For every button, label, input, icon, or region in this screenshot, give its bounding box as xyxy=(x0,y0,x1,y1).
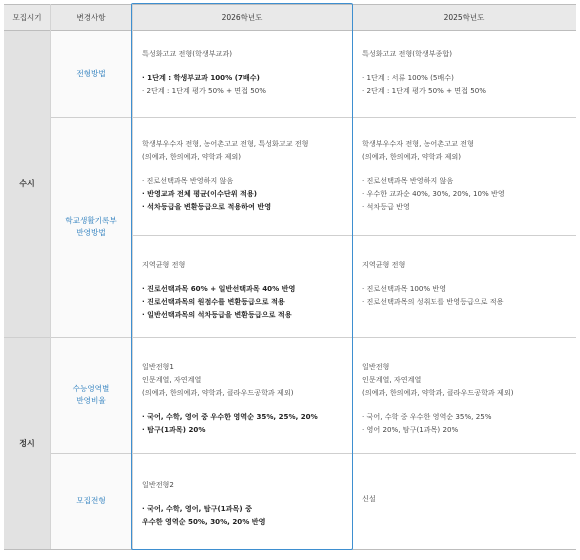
row5-2025-cell-line: 신설 xyxy=(362,494,376,503)
row2-2025-cell-line: · 석차등급 반영 xyxy=(362,202,410,211)
item-admission-method-cell xyxy=(50,30,132,117)
row3-2025-cell-line: · 진로선택과목의 성취도를 반영등급으로 적용 xyxy=(362,297,504,306)
row2-2026-cell-line: · 진로선택과목 반영하지 않음 xyxy=(142,176,234,185)
row4-2025-cell-line: 일반전형 xyxy=(362,362,390,371)
row2-2026-cell xyxy=(132,137,352,213)
period-jeongsi-cell xyxy=(4,337,50,549)
row3-2025-cell-spacer xyxy=(362,271,570,282)
row2-2025-cell-spacer xyxy=(362,163,570,174)
row4-divider xyxy=(50,453,576,454)
row5-2025-cell xyxy=(352,492,576,505)
item-school-record-cell xyxy=(50,117,132,337)
row2-2026-cell-line: 학생부우수자 전형, 농어촌고교 전형, 특성화고교 전형 xyxy=(142,139,309,148)
row4-2026-cell-spacer xyxy=(142,399,346,410)
row2-2026-cell-line: · 석차등급을 변환등급으로 적용하여 반영 xyxy=(142,202,272,211)
row2-2025-cell xyxy=(352,137,576,213)
row4-2026-cell-line: 일반전형1 xyxy=(142,362,174,371)
row4-2025-cell-line: (의예과, 한의예과, 약학과, 클라우드공학과 제외) xyxy=(362,388,514,397)
row4-2026-cell-line: · 탐구(1과목) 20% xyxy=(142,425,206,434)
item-admission-method-label: 전형방법 xyxy=(76,68,106,78)
row4-2026-cell-line: 인문계열, 자연계열 xyxy=(142,375,202,384)
header-2026-label: 2026학년도 xyxy=(221,12,263,22)
row2-2026-cell-spacer xyxy=(142,163,346,174)
row5-2026-cell-line: 일반전형2 xyxy=(142,480,174,489)
row4-2026-cell xyxy=(132,360,352,436)
row4-2025-cell xyxy=(352,360,576,436)
col2-divider xyxy=(132,4,133,549)
row5-2026-cell-line: · 국어, 수학, 영어, 탐구(1과목) 중 xyxy=(142,504,252,513)
row3-2026-cell-line: · 진로선택과목의 원점수를 변환등급으로 적용 xyxy=(142,297,285,306)
header-2026 xyxy=(132,4,352,30)
row1-2025-cell-line: 특성화고교 전형(학생부종합) xyxy=(362,49,453,58)
row2-divider xyxy=(132,235,576,236)
row3-2025-cell-line: · 진로선택과목 100% 반영 xyxy=(362,284,447,293)
item-recruit-track-label: 모집전형 xyxy=(76,496,106,506)
item-recruit-track-cell xyxy=(50,453,132,549)
row1-2026-cell-line: · 1단계 : 학생부교과 100% (7배수) xyxy=(142,73,260,82)
row4-2025-cell-line: · 영어 20%, 탐구(1과목) 20% xyxy=(362,425,459,434)
header-bottom-border xyxy=(4,30,576,31)
header-change xyxy=(50,4,132,30)
table-top-border xyxy=(4,4,576,5)
item-school-record-line1: 학교생활기록부 xyxy=(65,216,117,226)
header-2025-label: 2025학년도 xyxy=(443,12,485,22)
row1-2026-cell-line: 특성화고교 전형(학생부교과) xyxy=(142,49,233,58)
item-csat-ratio-cell xyxy=(50,337,132,453)
row2-2026-cell-line: (의예과, 한의예과, 약학과 제외) xyxy=(142,152,242,161)
row5-2026-cell-line: 우수한 영역순 50%, 30%, 20% 반영 xyxy=(142,517,266,526)
item-school-record-line2: 반영방법 xyxy=(76,228,106,237)
row1-2026-cell xyxy=(132,47,352,97)
row3-2026-cell-line: 지역균형 전형 xyxy=(142,260,186,269)
row4-2025-cell-line: 인문계열, 자연계열 xyxy=(362,375,422,384)
row5-2026-cell xyxy=(132,478,352,528)
row2-2025-cell-line: 학생부우수자 전형, 농어촌고교 전형 xyxy=(362,139,474,148)
row2-2025-cell-line: · 진로선택과목 반영하지 않음 xyxy=(362,176,454,185)
item-csat-ratio-line2: 반영비율 xyxy=(76,396,106,405)
row1-2025-cell-spacer xyxy=(362,60,570,71)
header-change-label: 변경사항 xyxy=(76,12,106,22)
col1-divider xyxy=(50,4,51,549)
row3-2026-cell-line: · 일반선택과목의 석차등급을 변환등급으로 적용 xyxy=(142,310,292,319)
row3-2026-cell-line: · 진로선택과목 60% + 일반선택과목 40% 반영 xyxy=(142,284,296,293)
row1-2025-cell-line: · 2단계 : 1단계 평가 50% + 면접 50% xyxy=(362,86,487,95)
row4-2025-cell-spacer xyxy=(362,399,570,410)
row2-2026-cell-line: · 반영교과 전체 평균(이수단위 적용) xyxy=(142,189,257,198)
period-susi-label: 수시 xyxy=(19,179,35,188)
row1-2025-cell xyxy=(352,47,576,97)
row1-2026-cell-line: · 2단계 : 1단계 평가 50% + 면접 50% xyxy=(142,86,267,95)
row1-divider xyxy=(50,117,576,118)
row4-2026-cell-line: (의예과, 한의예과, 약학과, 클라우드공학과 제외) xyxy=(142,388,294,397)
period-divider xyxy=(4,337,576,338)
row1-2025-cell-line: · 1단계 : 서류 100% (5배수) xyxy=(362,73,454,82)
table-bottom-border xyxy=(4,549,576,550)
period-susi-cell xyxy=(4,30,50,337)
header-period xyxy=(4,4,50,30)
row3-2026-cell xyxy=(132,258,352,321)
header-period-label: 모집시기 xyxy=(12,12,42,22)
row3-2026-cell-spacer xyxy=(142,271,346,282)
col3-divider xyxy=(352,4,353,549)
row3-2025-cell xyxy=(352,258,576,308)
item-csat-ratio-line1: 수능영역별 xyxy=(72,384,110,394)
period-jeongsi-label: 정시 xyxy=(19,438,35,448)
header-2025 xyxy=(352,4,576,30)
row1-2026-cell-spacer xyxy=(142,60,346,71)
row4-2026-cell-line: · 국어, 수학, 영어 중 우수한 영역순 35%, 25%, 20% xyxy=(142,412,318,421)
row2-2025-cell-line: · 우수한 교과순 40%, 30%, 20%, 10% 반영 xyxy=(362,189,505,198)
row4-2025-cell-line: · 국어, 수학 중 우수한 영역순 35%, 25% xyxy=(362,412,492,421)
row5-2026-cell-spacer xyxy=(142,491,346,502)
row2-2025-cell-line: (의예과, 한의예과, 약학과 제외) xyxy=(362,152,462,161)
row3-2025-cell-line: 지역균형 전형 xyxy=(362,260,406,269)
